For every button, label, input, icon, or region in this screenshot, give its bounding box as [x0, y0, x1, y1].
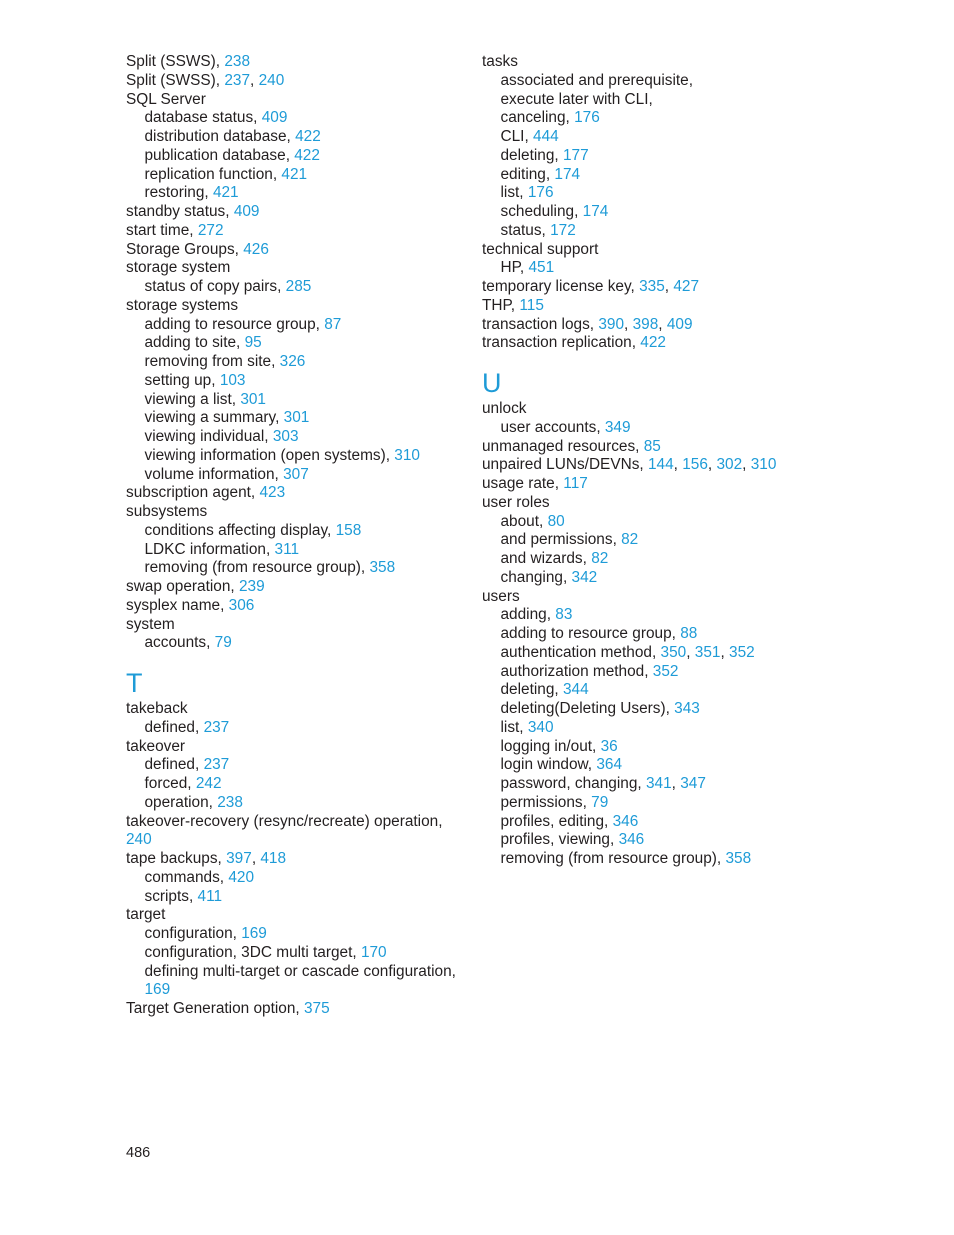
index-subentry-changing — [482, 569, 882, 588]
entry-term: and wizards, — [500, 550, 587, 567]
page-link-82[interactable]: 82 — [591, 550, 609, 567]
index-subentry-commands — [126, 869, 456, 888]
page-link-335[interactable]: 335 — [639, 278, 665, 295]
page-link-409[interactable]: 409 — [233, 203, 260, 220]
index-subentry-viewing-a-list — [126, 391, 456, 410]
entry-term: HP, — [500, 259, 525, 277]
page-link-326[interactable]: 326 — [279, 353, 306, 370]
entry-term: CLI, — [500, 128, 529, 145]
entry-term: system — [126, 615, 175, 633]
entry-term: associated and prerequisite, — [500, 71, 694, 89]
entry-term: execute later with CLI, — [500, 90, 653, 108]
entry-term: Split (SWSS), — [126, 71, 221, 89]
page-link-169[interactable]: 169 — [144, 981, 171, 999]
index-subentry-configuration — [126, 925, 456, 944]
entry-term: unlock — [482, 400, 527, 417]
index-subentry-hp — [482, 259, 882, 278]
page-link-169[interactable]: 169 — [241, 925, 267, 942]
index-subentry-password-changing: password, changing, 341, 347 — [500, 775, 706, 792]
index-subentry-forced — [126, 775, 456, 794]
entry-term: status, — [500, 221, 546, 239]
page-link-174[interactable]: 174 — [554, 165, 581, 183]
index-entry-technical-support — [482, 241, 882, 260]
index-subentry-operation — [126, 794, 456, 813]
index-entry-user-roles — [482, 494, 882, 513]
index-subentry-distribution-database — [126, 128, 456, 147]
entry-term: canceling, — [500, 109, 570, 127]
page-link-176[interactable]: 176 — [527, 184, 554, 202]
index-subentry-scheduling — [482, 203, 882, 222]
index-entry-thp — [482, 297, 882, 316]
entry-term: user accounts, — [500, 418, 601, 436]
entry-term: login window, — [500, 756, 593, 774]
index-entry-users — [482, 588, 882, 607]
index-entry-split-swss: Split (SWSS), 237, 240 — [126, 71, 285, 89]
page-link-303[interactable]: 303 — [272, 428, 299, 445]
entry-term: adding to site, — [144, 334, 241, 352]
entry-term: database status, — [144, 109, 258, 127]
page-link-301[interactable]: 301 — [283, 409, 310, 427]
index-subentry-configuration-3dc-multi-target — [126, 944, 456, 963]
entry-term: restoring, — [144, 184, 209, 202]
page-link-82[interactable]: 82 — [621, 531, 639, 549]
page-link-36[interactable]: 36 — [600, 737, 618, 755]
index-subentry-logging-in-out — [482, 738, 882, 757]
entry-term: forced, — [144, 775, 192, 792]
index-subentry-scripts — [126, 888, 456, 907]
page-link-364[interactable]: 364 — [596, 756, 623, 774]
entry-term: user roles — [482, 493, 550, 511]
index-subentry-setting-up — [126, 372, 456, 391]
page-link-88[interactable]: 88 — [680, 625, 698, 642]
entry-term: replication function, — [144, 165, 278, 183]
entry-term: logging in/out, — [500, 737, 597, 755]
index-subentry-viewing-information-open-systems — [126, 447, 456, 466]
page-link-422[interactable]: 422 — [640, 334, 666, 352]
index-entry-subsystems — [126, 503, 456, 522]
entry-term: operation, — [144, 793, 213, 811]
entry-term: tape backups, — [126, 850, 222, 867]
index-entry-takeback — [126, 700, 456, 719]
index-subentry-profiles-viewing — [482, 831, 882, 850]
entry-term: temporary license key, — [482, 278, 635, 295]
index-subentry-authorization-method — [482, 663, 882, 682]
page-link-176[interactable]: 176 — [574, 109, 600, 127]
entry-term: changing, — [500, 568, 568, 586]
entry-term: deleting, — [500, 681, 559, 699]
index-entry-storage-systems — [126, 297, 456, 316]
index-subentry-database-status — [126, 109, 456, 128]
page-link-115[interactable]: 115 — [519, 296, 544, 314]
entry-term: removing from site, — [144, 353, 276, 370]
index-entry-tape-backups: tape backups, 397, 418 — [126, 850, 287, 867]
page-link-352[interactable]: 352 — [729, 643, 755, 661]
index-entry-unpaired-luns-devns: unpaired LUNs/DEVNs, 144, 156, 302, 310 — [482, 456, 777, 474]
entry-term: accounts, — [144, 634, 211, 652]
entry-term: commands, — [144, 868, 225, 886]
entry-term: target — [126, 906, 166, 924]
index-subentry-removing-from-resource-group — [482, 850, 882, 869]
entry-term: viewing individual, — [144, 428, 269, 445]
page-link-237[interactable]: 237 — [224, 71, 251, 89]
index-subentry-conditions-affecting-display — [126, 522, 456, 541]
page-link-421[interactable]: 421 — [212, 184, 239, 202]
index-entry-subscription-agent — [126, 484, 456, 503]
entry-term: adding, — [500, 606, 551, 624]
page-link-307[interactable]: 307 — [283, 465, 309, 483]
page-link-426[interactable]: 426 — [243, 240, 269, 258]
page-link-302[interactable]: 302 — [716, 456, 743, 474]
entry-term: SQL Server — [126, 90, 206, 108]
entry-term: list, — [500, 184, 524, 202]
entry-term: authentication method, — [500, 643, 657, 661]
entry-term: THP, — [482, 296, 516, 314]
entry-term: editing, — [500, 165, 551, 183]
page-link-306[interactable]: 306 — [228, 596, 255, 614]
section-letter-u: U — [482, 368, 502, 398]
entry-term: configuration, 3DC multi target, — [144, 943, 357, 961]
entry-term: removing (from resource group), — [144, 559, 366, 577]
page-link-358[interactable]: 358 — [725, 850, 752, 867]
page-link-444[interactable]: 444 — [533, 128, 559, 145]
page-link-411[interactable]: 411 — [197, 887, 223, 905]
index-entry-target-generation-option — [126, 1000, 456, 1019]
entry-term: transaction replication, — [482, 334, 636, 352]
page-link-409[interactable]: 409 — [261, 109, 288, 127]
entry-term: password, changing, — [500, 775, 642, 792]
page-link-418[interactable]: 418 — [260, 850, 287, 867]
index-subentry-viewing-individual — [126, 428, 456, 447]
entry-term: viewing information (open systems), — [144, 446, 390, 464]
index-entry-usage-rate — [482, 475, 882, 494]
entry-term: removing (from resource group), — [500, 850, 722, 867]
index-subentry-and-permissions — [482, 531, 882, 550]
entry-term: start time, — [126, 221, 194, 239]
entry-term: storage systems — [126, 296, 239, 314]
section-letter-t: T — [126, 668, 143, 698]
index-subentry-and-wizards — [482, 550, 882, 569]
page-link-340[interactable]: 340 — [527, 718, 554, 736]
entry-term: unpaired LUNs/DEVNs, — [482, 456, 644, 474]
page-link-117[interactable]: 117 — [563, 475, 588, 492]
page-link-351[interactable]: 351 — [694, 643, 721, 661]
index-subentry-defined — [126, 719, 456, 738]
page-link-79[interactable]: 79 — [214, 634, 232, 652]
page-link-237[interactable]: 237 — [203, 756, 230, 774]
index-entry-temporary-license-key: temporary license key, 335, 427 — [482, 278, 700, 295]
index-subentry-volume-information — [126, 466, 456, 485]
page-link-341[interactable]: 341 — [645, 775, 672, 792]
index-subentry-adding-to-resource-group — [482, 625, 882, 644]
entry-term: storage system — [126, 259, 231, 277]
entry-term: standby status, — [126, 203, 230, 220]
page-link-451[interactable]: 451 — [528, 259, 555, 277]
index-subentry-list — [482, 184, 882, 203]
entry-term: tasks — [482, 53, 518, 70]
page-link-344[interactable]: 344 — [562, 681, 589, 699]
index-subentry-replication-function — [126, 166, 456, 185]
index-entry-standby-status — [126, 203, 456, 222]
entry-term: scripts, — [144, 887, 194, 905]
page-link-85[interactable]: 85 — [643, 437, 661, 455]
page-link-272[interactable]: 272 — [197, 221, 224, 239]
index-subentry-user-accounts — [482, 419, 882, 438]
index-entry-transaction-replication — [482, 334, 882, 353]
entry-term: list, — [500, 718, 524, 736]
page-link-240[interactable]: 240 — [126, 831, 152, 849]
entry-term: unmanaged resources, — [482, 437, 640, 455]
index-entry-swap-operation — [126, 578, 456, 597]
page-link-301[interactable]: 301 — [240, 390, 266, 408]
entry-term: and permissions, — [500, 531, 617, 549]
page-link-310[interactable]: 310 — [394, 446, 420, 464]
index-subentry-accounts — [126, 634, 456, 653]
index-entry-storage-groups — [126, 241, 456, 260]
entry-term: publication database, — [144, 146, 290, 164]
index-subentry-deleting — [482, 681, 882, 700]
entry-term: takeback — [126, 700, 188, 717]
entry-term: authorization method, — [500, 662, 649, 680]
index-entry-tasks — [482, 53, 882, 72]
entry-term: defining multi-target or cascade configuration, — [144, 962, 456, 980]
entry-term: status of copy pairs, — [144, 278, 282, 295]
page-link-343[interactable]: 343 — [674, 700, 700, 717]
entry-term: viewing a summary, — [144, 409, 280, 427]
entry-term: profiles, viewing, — [500, 831, 615, 849]
page-link-174[interactable]: 174 — [582, 203, 609, 220]
page-link-375[interactable]: 375 — [303, 1000, 330, 1017]
index-subentry-viewing-a-summary — [126, 409, 456, 428]
index-subentry-execute-later-with-cli — [482, 91, 882, 110]
entry-term: distribution database, — [144, 128, 291, 145]
index-subentry-canceling — [482, 109, 882, 128]
index-subentry-status-of-copy-pairs — [126, 278, 456, 297]
index-entry-transaction-logs: transaction logs, 390, 398, 409 — [482, 315, 693, 333]
page-link-95[interactable]: 95 — [244, 334, 262, 352]
entry-term: setting up, — [144, 371, 216, 389]
page-number: 486 — [126, 1145, 151, 1161]
entry-term: technical support — [482, 240, 599, 258]
entry-term: defined, — [144, 756, 200, 774]
index-subentry-associated-and-prerequisite — [482, 72, 882, 91]
entry-term: sysplex name, — [126, 596, 225, 614]
entry-term: users — [482, 587, 520, 605]
page-link-80[interactable]: 80 — [547, 512, 565, 530]
entry-term: deleting, — [500, 146, 559, 164]
page-link-390[interactable]: 390 — [598, 315, 625, 333]
page-link-238[interactable]: 238 — [217, 793, 243, 811]
page-link-242[interactable]: 242 — [195, 775, 222, 792]
page-link-421[interactable]: 421 — [281, 165, 308, 183]
page-link-144[interactable]: 144 — [647, 456, 674, 474]
page-link-310[interactable]: 310 — [750, 456, 777, 474]
index-subentry-ldkc-information — [126, 541, 456, 560]
entry-term: profiles, editing, — [500, 812, 609, 830]
page-link-158[interactable]: 158 — [335, 521, 362, 539]
index-subentry-removing-from-site — [126, 353, 456, 372]
index-entry-unlock — [482, 400, 882, 419]
index-subentry-deleting-deleting-users — [482, 700, 882, 719]
index-subentry-publication-database — [126, 147, 456, 166]
entry-term: swap operation, — [126, 578, 235, 595]
page-link-352[interactable]: 352 — [652, 662, 679, 680]
index-subentry-editing — [482, 166, 882, 185]
page-link-346[interactable]: 346 — [618, 831, 645, 849]
page-link-103[interactable]: 103 — [219, 371, 246, 389]
index-entry-unmanaged-resources — [482, 438, 882, 457]
page-link-422[interactable]: 422 — [294, 146, 320, 164]
page-link-358[interactable]: 358 — [369, 559, 396, 577]
index-entry-sysplex-name — [126, 597, 456, 616]
page-link-172[interactable]: 172 — [550, 221, 576, 239]
index-subentry-adding-to-site — [126, 334, 456, 353]
page-link-398[interactable]: 398 — [632, 315, 659, 333]
index-entry-takeover — [126, 738, 456, 757]
page-link-397[interactable]: 397 — [226, 850, 252, 867]
index-subentry-removing-from-resource-group — [126, 559, 456, 578]
index-entry-system — [126, 616, 456, 635]
entry-term: transaction logs, — [482, 315, 595, 333]
index-column-right — [482, 53, 882, 869]
page-link-347[interactable]: 347 — [680, 775, 706, 792]
entry-term: LDKC information, — [144, 540, 271, 558]
page-link-239[interactable]: 239 — [238, 578, 265, 595]
index-subentry-deleting — [482, 147, 882, 166]
index-subentry-restoring — [126, 184, 456, 203]
index-entry-split-ssws — [126, 53, 456, 72]
entry-term: configuration, — [144, 925, 237, 942]
index-entry-start-time — [126, 222, 456, 241]
page-link-170[interactable]: 170 — [360, 943, 387, 961]
page-link-177[interactable]: 177 — [562, 146, 589, 164]
page-link-409[interactable]: 409 — [666, 315, 693, 333]
entry-term: takeover-recovery (resync/recreate) operation, — [126, 812, 443, 830]
page-link-237[interactable]: 237 — [203, 718, 230, 736]
index-subentry-login-window — [482, 756, 882, 775]
page-link-79[interactable]: 79 — [591, 793, 609, 811]
entry-term: Split (SSWS), — [126, 53, 221, 70]
index-subentry-permissions — [482, 794, 882, 813]
index-subentry-status — [482, 222, 882, 241]
index-subentry-list — [482, 719, 882, 738]
page-link-349[interactable]: 349 — [604, 418, 631, 436]
page-link-156[interactable]: 156 — [682, 456, 708, 474]
index-subentry-adding-to-resource-group — [126, 316, 456, 335]
index-entry-target — [126, 906, 456, 925]
entry-term: adding to resource group, — [144, 315, 320, 333]
index-entry-storage-system — [126, 259, 456, 278]
entry-term: defined, — [144, 718, 200, 736]
entry-term: scheduling, — [500, 203, 579, 220]
page-link-422[interactable]: 422 — [295, 128, 321, 145]
entry-term: Storage Groups, — [126, 240, 239, 258]
entry-term: volume information, — [144, 465, 279, 483]
page-link-342[interactable]: 342 — [571, 568, 598, 586]
entry-term: adding to resource group, — [500, 625, 676, 642]
page-link-420[interactable]: 420 — [228, 868, 255, 886]
entry-term: Target Generation option, — [126, 1000, 300, 1017]
entry-term: about, — [500, 512, 544, 530]
page-link-350[interactable]: 350 — [660, 643, 687, 661]
page-link-87[interactable]: 87 — [324, 315, 342, 333]
index-entry-takeover-recovery-resync-recreate-operation — [126, 813, 456, 851]
entry-term: viewing a list, — [144, 390, 237, 408]
index-entry-sql-server — [126, 91, 456, 110]
page-link-346[interactable]: 346 — [612, 812, 639, 830]
index-column-left — [126, 53, 456, 1019]
entry-term: usage rate, — [482, 475, 560, 492]
index-subentry-authentication-method: authentication method, 350, 351, 352 — [500, 643, 755, 661]
index-subentry-cli — [482, 128, 882, 147]
entry-term: subsystems — [126, 503, 208, 520]
entry-term: takeover — [126, 737, 186, 755]
entry-term: deleting(Deleting Users), — [500, 700, 670, 717]
page-link-427[interactable]: 427 — [673, 278, 700, 295]
index-subentry-profiles-editing — [482, 813, 882, 832]
index-subentry-adding — [482, 606, 882, 625]
page-link-285[interactable]: 285 — [285, 278, 312, 295]
entry-term: conditions affecting display, — [144, 521, 332, 539]
entry-term: permissions, — [500, 793, 587, 811]
page-link-83[interactable]: 83 — [555, 606, 573, 624]
index-subentry-defined — [126, 756, 456, 775]
page-link-311[interactable]: 311 — [274, 540, 300, 558]
index-subentry-about — [482, 513, 882, 532]
page-link-423[interactable]: 423 — [259, 484, 286, 502]
index-subentry-defining-multi-target-or-cascade-configuration — [126, 963, 457, 1001]
page-link-240[interactable]: 240 — [258, 71, 285, 89]
entry-term: subscription agent, — [126, 484, 256, 502]
page-link-238[interactable]: 238 — [224, 53, 251, 70]
